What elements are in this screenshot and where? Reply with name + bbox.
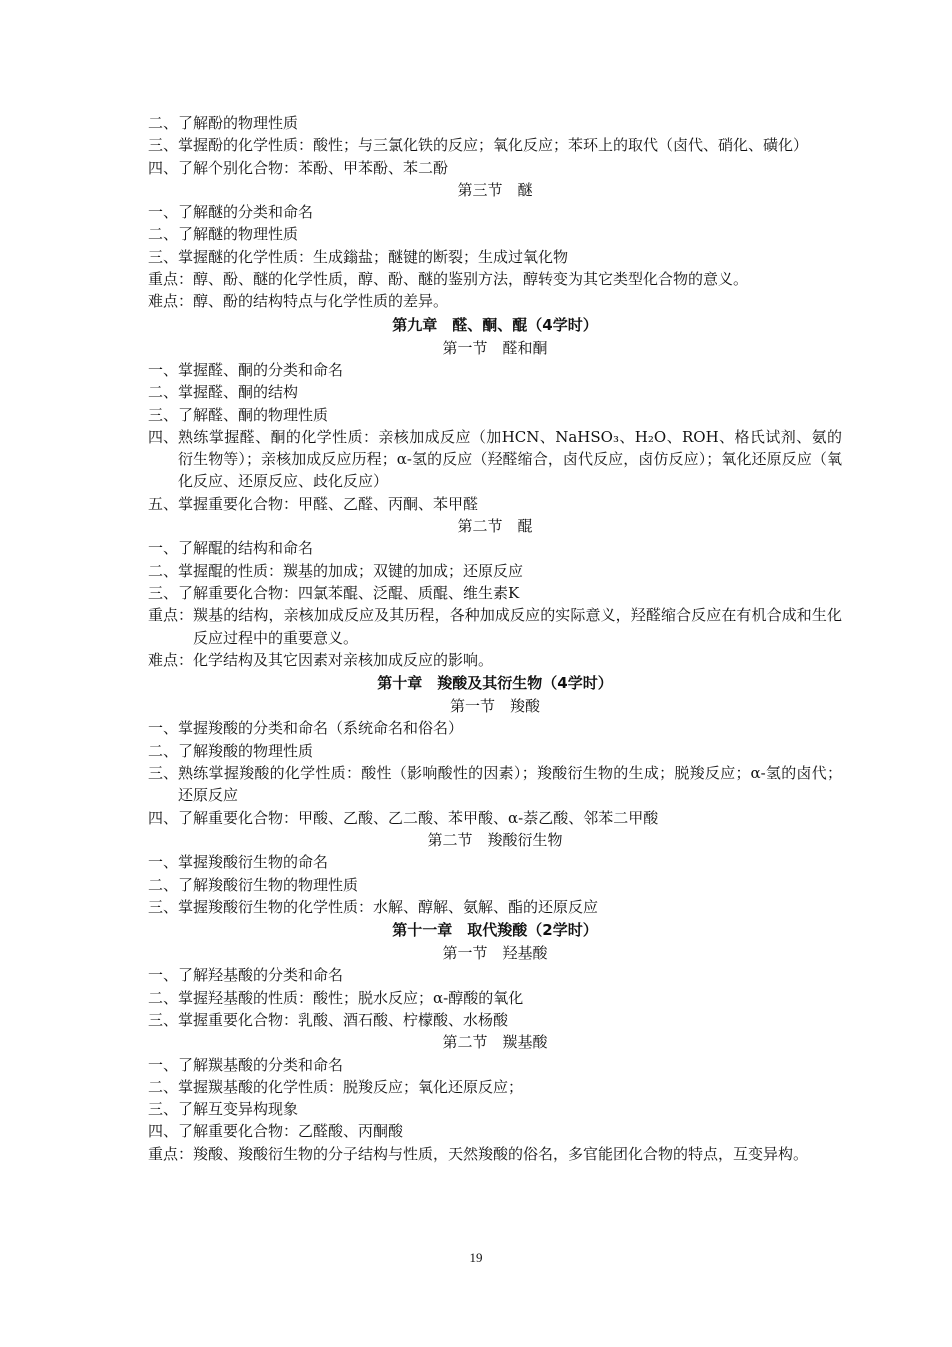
item-prefix: 重点： xyxy=(148,1144,194,1163)
outline-item xyxy=(148,359,842,381)
outline-item xyxy=(148,157,842,179)
outline-item xyxy=(148,896,842,918)
item-prefix: 三、 xyxy=(148,764,179,783)
item-text: 羰基的结构，亲核加成反应及其历程，各种加成反应的实际意义，羟醛缩合反应在有机合成和生化反应过程中的重要意义。 xyxy=(193,606,842,647)
item-text: 掌握羰基酸的化学性质：脱羧反应；氧化还原反应； xyxy=(178,1077,524,1096)
outline-item xyxy=(148,1009,842,1031)
outline-item xyxy=(148,246,842,268)
item-prefix: 一、 xyxy=(148,360,179,379)
outline-item xyxy=(148,717,842,739)
outline-item xyxy=(148,1143,842,1165)
item-text: 了解重要化合物：乙醛酸、丙酮酸 xyxy=(178,1122,404,1141)
item-prefix: 四、 xyxy=(148,808,179,827)
item-prefix: 三、 xyxy=(148,1010,179,1029)
item-text: 熟练掌握羧酸的化学性质：酸性（影响酸性的因素）；羧酸衍生物的生成；脱羧反应；α-氢的卤代；还原反应 xyxy=(178,764,842,805)
outline-item xyxy=(148,604,842,649)
item-text: 熟练掌握醛、酮的化学性质：亲核加成反应（加HCN、NaHSO₃、H₂O、ROH、格氏试剂、氨的衍生物等）；亲核加成反应历程；α-氢的反应（羟醛缩合，卤代反应，卤仿反应）；氧化还原反应（氧化反应、还原反应、歧化反应） xyxy=(178,427,842,491)
outline-item xyxy=(148,762,842,807)
item-text: 了解醚的物理性质 xyxy=(178,225,299,244)
item-text: 了解重要化合物：四氯苯醌、泛醌、质醌、维生素K xyxy=(178,583,520,602)
section-heading: 第二节 醌 xyxy=(457,517,533,536)
item-text: 了解个别化合物：苯酚、甲苯酚、苯二酚 xyxy=(178,158,449,177)
item-text: 掌握重要化合物：乳酸、酒石酸、柠檬酸、水杨酸 xyxy=(178,1010,509,1029)
item-text: 了解羰基酸的分类和命名 xyxy=(178,1055,344,1074)
item-prefix: 二、 xyxy=(148,875,179,894)
item-text: 了解羟基酸的分类和命名 xyxy=(178,966,344,985)
page-number: 19 xyxy=(469,1250,483,1265)
item-text: 掌握羧酸衍生物的命名 xyxy=(178,853,329,872)
item-prefix: 一、 xyxy=(148,966,179,985)
item-text: 掌握羧酸衍生物的化学性质：水解、醇解、氨解、酯的还原反应 xyxy=(178,897,599,916)
item-text: 掌握羧酸的分类和命名（系统命名和俗名） xyxy=(178,719,464,738)
item-prefix: 三、 xyxy=(148,247,179,266)
outline-item xyxy=(148,1098,842,1120)
item-text: 了解羧酸衍生物的物理性质 xyxy=(178,875,359,894)
outline-item xyxy=(148,112,842,134)
item-prefix: 四、 xyxy=(148,158,179,177)
outline-item xyxy=(148,964,842,986)
item-text: 掌握酚的化学性质：酸性；与三氯化铁的反应；氧化反应；苯环上的取代（卤代、硝化、磺化） xyxy=(178,136,809,155)
item-prefix: 重点： xyxy=(148,606,194,625)
item-text: 掌握羟基酸的性质：酸性；脱水反应；α-醇酸的氧化 xyxy=(178,988,524,1007)
item-text: 了解醚的分类和命名 xyxy=(178,203,314,222)
item-prefix: 三、 xyxy=(148,583,179,602)
item-text: 化学结构及其它因素对亲核加成反应的影响。 xyxy=(193,650,494,669)
item-prefix: 一、 xyxy=(148,539,179,558)
item-text: 掌握醛、酮的分类和命名 xyxy=(178,360,344,379)
item-text: 了解酚的物理性质 xyxy=(178,114,299,132)
section-heading: 第三节 醚 xyxy=(457,180,533,199)
item-text: 了解重要化合物：甲酸、乙酸、乙二酸、苯甲酸、α-萘乙酸、邻苯二甲酸 xyxy=(178,808,659,827)
outline-item xyxy=(148,582,842,604)
outline-item xyxy=(148,381,842,403)
item-text: 醇、酚、醚的化学性质，醇、酚、醚的鉴别方法，醇转变为其它类型化合物的意义。 xyxy=(193,270,749,289)
item-prefix: 一、 xyxy=(148,1055,179,1074)
chapter-heading: 第十一章 取代羧酸（2学时） xyxy=(392,921,598,940)
outline-item xyxy=(148,649,842,671)
outline-item xyxy=(148,290,842,312)
outline-item xyxy=(148,851,842,873)
item-text: 掌握醌的性质：羰基的加成；双键的加成；还原反应 xyxy=(178,561,524,580)
item-text: 醇、酚的结构特点与化学性质的差异。 xyxy=(193,292,449,311)
outline-item xyxy=(148,874,842,896)
item-prefix: 一、 xyxy=(148,853,179,872)
outline-item xyxy=(148,223,842,245)
item-prefix: 五、 xyxy=(148,494,179,513)
outline-item xyxy=(148,1120,842,1142)
item-prefix: 三、 xyxy=(148,897,179,916)
section-heading: 第一节 羧酸 xyxy=(449,697,540,716)
item-prefix: 一、 xyxy=(148,719,179,738)
item-prefix: 二、 xyxy=(148,383,179,402)
chapter-heading: 第九章 醛、酮、醌（4学时） xyxy=(392,315,598,334)
item-text: 羧酸、羧酸衍生物的分子结构与性质，天然羧酸的俗名，多官能团化合物的特点，互变异构。 xyxy=(193,1144,809,1163)
outline-item xyxy=(148,134,842,156)
item-text: 掌握重要化合物：甲醛、乙醛、丙酮、苯甲醛 xyxy=(178,494,479,513)
outline-item xyxy=(148,268,842,290)
outline-item xyxy=(148,426,842,493)
outline-item xyxy=(148,740,842,762)
outline-item xyxy=(148,1054,842,1076)
item-prefix: 三、 xyxy=(148,136,179,155)
outline-item xyxy=(148,537,842,559)
item-text: 了解羧酸的物理性质 xyxy=(178,741,314,760)
item-prefix: 一、 xyxy=(148,203,179,222)
outline-item xyxy=(148,1076,842,1098)
outline-item xyxy=(148,987,842,1009)
item-prefix: 四、 xyxy=(148,1122,179,1141)
item-prefix: 二、 xyxy=(148,988,179,1007)
item-text: 了解互变异构现象 xyxy=(178,1100,299,1119)
document-body xyxy=(148,112,842,1165)
item-prefix: 难点： xyxy=(148,650,194,669)
item-text: 了解醌的结构和命名 xyxy=(178,539,314,558)
item-prefix: 四、 xyxy=(148,427,179,446)
item-text: 了解醛、酮的物理性质 xyxy=(178,405,329,424)
outline-item xyxy=(148,493,842,515)
section-heading: 第二节 羧酸衍生物 xyxy=(427,830,563,849)
item-prefix: 重点： xyxy=(148,270,194,289)
item-text: 掌握醚的化学性质：生成鎓盐；醚键的断裂；生成过氧化物 xyxy=(178,247,569,266)
outline-item xyxy=(148,560,842,582)
section-heading: 第二节 羰基酸 xyxy=(442,1033,548,1052)
item-prefix: 二、 xyxy=(148,1077,179,1096)
section-heading: 第一节 羟基酸 xyxy=(442,944,548,963)
outline-item xyxy=(148,201,842,223)
item-prefix: 三、 xyxy=(148,1100,179,1119)
item-prefix: 二、 xyxy=(148,225,179,244)
outline-item xyxy=(148,807,842,829)
chapter-heading: 第十章 羧酸及其衍生物（4学时） xyxy=(377,674,613,693)
section-heading: 第一节 醛和酮 xyxy=(442,338,548,357)
item-prefix: 二、 xyxy=(148,114,179,132)
item-text: 掌握醛、酮的结构 xyxy=(178,383,299,402)
item-prefix: 二、 xyxy=(148,561,179,580)
item-prefix: 难点： xyxy=(148,292,194,311)
item-prefix: 二、 xyxy=(148,741,179,760)
item-prefix: 三、 xyxy=(148,405,179,424)
outline-item xyxy=(148,404,842,426)
